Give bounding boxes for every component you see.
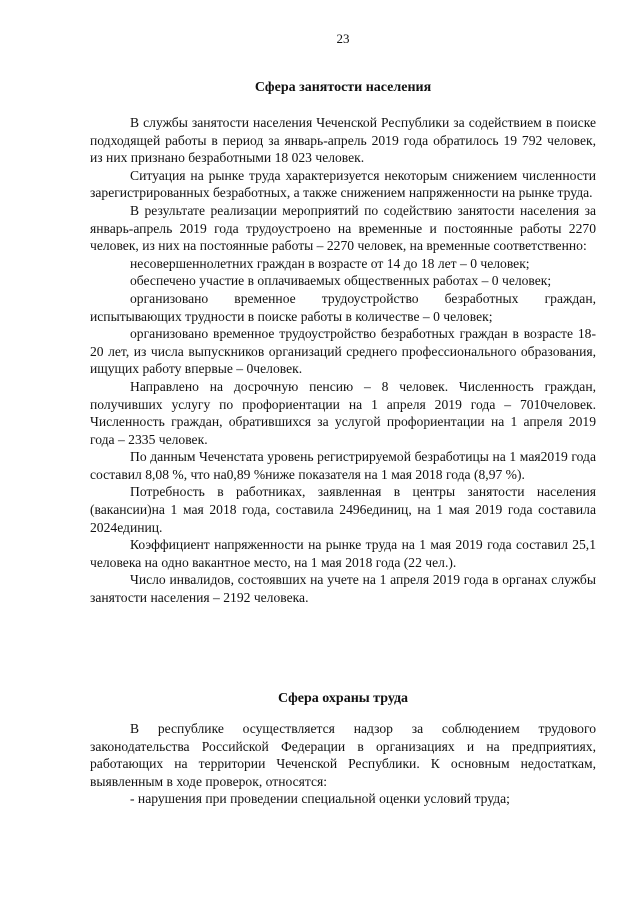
paragraph: Ситуация на рынке труда характеризуется некоторым снижением численности зарегистрированных безработных, а также снижением напряженности на рынке труда. xyxy=(90,167,596,201)
paragraph: организовано временное трудоустройство безработных граждан, испытывающих трудности в поиске работы в количестве – 0 человек; xyxy=(90,290,596,324)
paragraph: По данным Чеченстата уровень регистрируемой безработицы на 1 мая2019 года составил 8,08 %, что на0,89 %ниже показателя на 1 мая 2018 года (8,97 %). xyxy=(90,449,596,482)
paragraph: В республике осуществляется надзор за соблюдением трудового законодательства Российской Федерации в организациях и на предприятиях, работающих на территории Чеченской Республики. К основным недостаткам, выявленным в ходе проверок, относятся: xyxy=(90,721,596,789)
section-title-labor-protection: Сфера охраны труда xyxy=(277,691,409,706)
paragraph: - нарушения при проведении специальной оценки условий труда; xyxy=(130,791,510,807)
paragraph: Число инвалидов, состоявших на учете на 1 апреля 2019 года в органах службы занятости населения – 2192 человека. xyxy=(90,572,596,606)
page-number: 23 xyxy=(336,31,350,46)
paragraph: Потребность в работниках, заявленная в центры занятости населения (вакансии)на 1 мая 2018 года, составила 2496единиц, на 1 мая 2019 года составила 2024единиц. xyxy=(90,484,596,535)
paragraph: обеспечено участие в оплачиваемых общественных работах – 0 человек; xyxy=(130,273,552,289)
paragraph: Направлено на досрочную пенсию – 8 человек. Численность граждан, получивших услугу по профориентации на 1 апреля 2019 года – 7010человек. Численность граждан, обратившихся за услугой профориентации на 1 апреля 2019 года – 2335 человек. xyxy=(90,378,596,447)
section-title-employment: Сфера занятости населения xyxy=(254,80,432,95)
paragraph: Коэффициент напряженности на рынке труда на 1 мая 2019 года составил 25,1 человека на одно вакантное место, на 1 мая 2018 года (22 чел.). xyxy=(90,537,596,570)
paragraph: В результате реализации мероприятий по содействию занятости населения за январь-апрель 2019 года трудоустроено на временные и постоянные работы 2270 человек, из них на постоянные работы – 2270 человек, на временные соответственно: xyxy=(90,202,596,254)
paragraph: организовано временное трудоустройство безработных граждан в возрасте 18-20 лет, из числа выпускников организаций среднего профессионального образования, ищущих работу впервые – 0человек. xyxy=(90,326,596,377)
section-body-employment xyxy=(90,114,596,607)
section-body-labor-protection xyxy=(90,720,596,808)
paragraph: В службы занятости населения Чеченской Республики за содействием в поиске подходящей работы в период за январь-апрель 2019 года обратилось 19 792 человек, из них признано безработными 18 023 человек. xyxy=(90,115,596,166)
paragraph: несовершеннолетних граждан в возрасте от 14 до 18 лет – 0 человек; xyxy=(130,255,530,271)
